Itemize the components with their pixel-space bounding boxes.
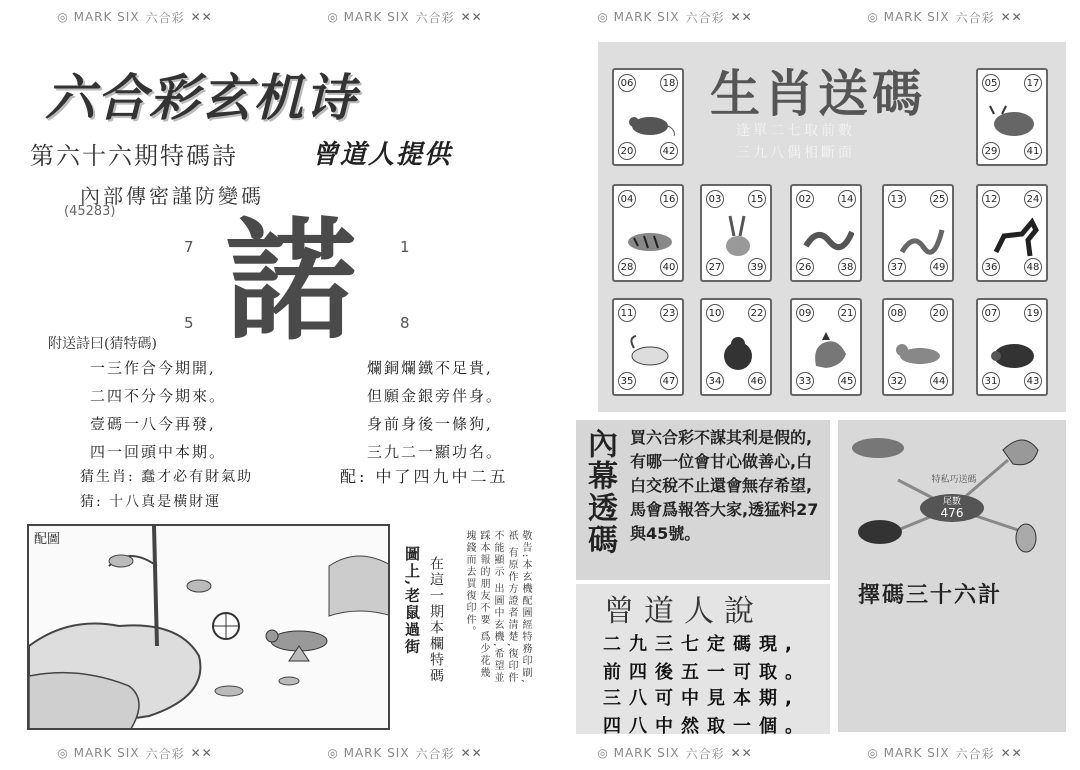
watermark-cn: 六合彩 — [145, 10, 185, 25]
watermark-segment — [597, 9, 752, 26]
card-number: 15 — [748, 190, 766, 208]
watermark-cn: 六合彩 — [415, 746, 455, 761]
card-number: 21 — [838, 304, 856, 322]
tail-diagram-svg — [838, 420, 1066, 566]
watermark-brand: ◎ MARK SIX — [327, 10, 410, 24]
zodiac-card-dragon — [790, 184, 862, 282]
card-number: 40 — [660, 258, 678, 276]
ox-icon — [988, 96, 1040, 148]
goat-icon — [624, 326, 676, 378]
poem-line: 一三作合今期開, — [90, 359, 216, 377]
rat-icon — [624, 96, 676, 148]
page-title: 六合彩玄机诗 — [45, 69, 357, 127]
watermark-cross-icon: ✕✕ — [1000, 746, 1023, 760]
watermark-brand: ◎ MARK SIX — [867, 10, 950, 24]
card-number: 39 — [748, 258, 766, 276]
corner-number: 5 — [184, 314, 194, 332]
monkey-icon — [712, 326, 764, 378]
tail-arc-text: 特私巧送碼 — [931, 475, 977, 485]
watermark-brand: ◎ MARK SIX — [867, 746, 950, 760]
card-number: 19 — [1024, 304, 1042, 322]
hint-vertical-text-2: 在這一期本欄特碼 — [428, 556, 444, 684]
card-number: 14 — [838, 190, 856, 208]
match-line: 配: 中了四九中二五 — [340, 467, 509, 486]
card-number: 47 — [660, 372, 678, 390]
zodiac-card-tiger — [612, 184, 684, 282]
card-number: 20 — [618, 142, 636, 160]
card-number: 04 — [618, 190, 636, 208]
card-number: 09 — [796, 304, 814, 322]
watermark-cn: 六合彩 — [415, 10, 455, 25]
zodiac-card-rooster — [790, 298, 862, 396]
card-number: 02 — [796, 190, 814, 208]
zodiac-card-rat — [612, 68, 684, 166]
card-number: 44 — [930, 372, 948, 390]
sayings-title: 曾道人說 — [604, 594, 764, 629]
attach-label: 附送詩曰(猜特碼) — [48, 336, 157, 352]
poem-line: 二四不分今期來。 — [90, 387, 227, 405]
poem-line: 三九二一顯功名。 — [367, 443, 504, 461]
card-number: 29 — [982, 142, 1000, 160]
snake-icon — [894, 212, 946, 264]
inner-number: (45283) — [64, 204, 116, 219]
card-number: 03 — [706, 190, 724, 208]
card-number: 23 — [660, 304, 678, 322]
card-number: 31 — [982, 372, 1000, 390]
watermark-band-bottom — [0, 742, 1080, 764]
card-number: 28 — [618, 258, 636, 276]
card-number: 08 — [888, 304, 906, 322]
watermark-cn: 六合彩 — [145, 746, 185, 761]
card-number: 22 — [748, 304, 766, 322]
poem-left — [90, 354, 226, 466]
zodiac-subtitle — [736, 120, 855, 164]
saying-line: 二九三七定碼現, — [603, 634, 800, 655]
card-number: 45 — [838, 372, 856, 390]
hint-picture-drawing — [29, 526, 390, 730]
card-number: 11 — [618, 304, 636, 322]
saying-line: 四八中然取一個。 — [603, 716, 811, 737]
pig-icon — [988, 326, 1040, 378]
curtain-text: 買六合彩不謀其利是假的,有哪一位會甘心做善心,白白交稅不止還會無存希望,馬會爲報答大家,透猛料27與45號。 — [622, 420, 830, 580]
zodiac-card-monkey — [700, 298, 772, 396]
corner-number: 8 — [400, 314, 410, 332]
watermark-cn: 六合彩 — [955, 746, 995, 761]
card-number: 36 — [982, 258, 1000, 276]
card-number: 26 — [796, 258, 814, 276]
picture-label: 配圖 — [34, 532, 61, 547]
tiger-icon — [624, 212, 676, 264]
rabbit-icon — [712, 212, 764, 264]
card-number: 35 — [618, 372, 636, 390]
notice-line: 敬告:本玄機配圖經特務印刷,祇 — [506, 530, 531, 685]
watermark-brand: ◎ MARK SIX — [597, 746, 680, 760]
card-number: 17 — [1024, 74, 1042, 92]
watermark-segment — [57, 9, 212, 26]
card-number: 41 — [1024, 142, 1042, 160]
provider-label: 曾道人提供 — [312, 140, 453, 170]
card-number: 49 — [930, 258, 948, 276]
notice-line: 有原作方證者清楚,復印件不能顯示 — [492, 530, 517, 685]
watermark-cross-icon: ✕✕ — [190, 10, 213, 24]
watermark-cross-icon: ✕✕ — [460, 10, 483, 24]
watermark-segment — [327, 9, 482, 26]
card-number: 07 — [982, 304, 1000, 322]
rooster-icon — [802, 326, 854, 378]
watermark-cross-icon: ✕✕ — [730, 10, 753, 24]
notice-line: 爲少花幾塊錢而去買復印件。 — [464, 530, 489, 680]
card-number: 16 — [660, 190, 678, 208]
card-number: 48 — [1024, 258, 1042, 276]
watermark-brand: ◎ MARK SIX — [597, 10, 680, 24]
notice-text — [462, 530, 532, 690]
card-number: 33 — [796, 372, 814, 390]
corner-number: 7 — [184, 238, 194, 256]
watermark-segment — [867, 745, 1022, 762]
tail-value: 476 — [940, 506, 964, 520]
hint-vertical-text: 圖上,老鼠過街 — [403, 546, 421, 656]
poem-line: 爛銅爛鐵不足貴, — [367, 359, 493, 377]
card-number: 05 — [982, 74, 1000, 92]
horse-icon — [988, 212, 1040, 264]
poem-line: 身前身後一條狗, — [367, 415, 493, 433]
plan-title: 擇碼三十六計 — [858, 583, 1003, 608]
zodiac-card-snake — [882, 184, 954, 282]
notice-line: 出圖中玄機,希望並踩本報的朋友不要 — [478, 530, 503, 685]
watermark-segment — [597, 745, 752, 762]
zodiac-card-pig — [976, 298, 1048, 396]
watermark-segment — [867, 9, 1022, 26]
watermark-cross-icon: ✕✕ — [190, 746, 213, 760]
watermark-cross-icon: ✕✕ — [1000, 10, 1023, 24]
watermark-brand: ◎ MARK SIX — [57, 10, 140, 24]
poem-right — [367, 354, 503, 466]
big-character: 諾 — [225, 205, 357, 359]
card-number: 34 — [706, 372, 724, 390]
watermark-cross-icon: ✕✕ — [460, 746, 483, 760]
watermark-segment — [327, 745, 482, 762]
zodiac-card-dog — [882, 298, 954, 396]
guess-code: 猜: 十八真是橫財運 — [80, 494, 222, 510]
card-number: 43 — [1024, 372, 1042, 390]
zodiac-title: 生肖送碼 — [710, 65, 926, 123]
curtain-label-text: 內幕透碼 — [582, 428, 617, 556]
watermark-segment — [57, 745, 212, 762]
zodiac-subtitle-line: 逢單二七取前數 — [736, 123, 855, 139]
zodiac-card-horse — [976, 184, 1048, 282]
inner-secret-line: 內部傳密謹防變碼 — [80, 184, 264, 208]
card-number: 10 — [706, 304, 724, 322]
watermark-cross-icon: ✕✕ — [730, 746, 753, 760]
dragon-icon — [802, 212, 854, 264]
card-number: 20 — [930, 304, 948, 322]
poem-line: 壹碼一八今再發, — [90, 415, 216, 433]
poem-line: 四一回頭中本期。 — [90, 443, 227, 461]
watermark-cn: 六合彩 — [685, 10, 725, 25]
poem-line: 但願金銀旁伴身。 — [367, 387, 504, 405]
card-number: 42 — [660, 142, 678, 160]
watermark-band-top — [0, 6, 1080, 28]
guess-zodiac: 猜生肖: 蠢才必有財氣助 — [80, 469, 254, 485]
watermark-brand: ◎ MARK SIX — [57, 746, 140, 760]
zodiac-subtitle-line: 三九八偶相斷面 — [736, 145, 855, 161]
card-number: 25 — [930, 190, 948, 208]
dog-icon — [894, 326, 946, 378]
saying-line: 三八可中見本期, — [603, 688, 800, 709]
card-number: 37 — [888, 258, 906, 276]
card-number: 38 — [838, 258, 856, 276]
corner-number: 1 — [400, 238, 410, 256]
zodiac-card-rabbit — [700, 184, 772, 282]
watermark-cn: 六合彩 — [955, 10, 995, 25]
tail-label: 尾數 — [942, 497, 962, 507]
card-number: 32 — [888, 372, 906, 390]
tail-number-diagram — [838, 420, 1066, 566]
watermark-cn: 六合彩 — [685, 746, 725, 761]
zodiac-card-ox — [976, 68, 1048, 166]
zodiac-card-goat — [612, 298, 684, 396]
card-number: 24 — [1024, 190, 1042, 208]
watermark-brand: ◎ MARK SIX — [327, 746, 410, 760]
period-heading: 第六十六期特碼詩 — [30, 142, 238, 170]
card-number: 27 — [706, 258, 724, 276]
card-number: 06 — [618, 74, 636, 92]
card-number: 18 — [660, 74, 678, 92]
saying-line: 前四後五一可取。 — [603, 662, 811, 683]
card-number: 12 — [982, 190, 1000, 208]
curtain-label — [576, 420, 622, 580]
hint-picture — [27, 524, 390, 730]
card-number: 13 — [888, 190, 906, 208]
card-number: 46 — [748, 372, 766, 390]
